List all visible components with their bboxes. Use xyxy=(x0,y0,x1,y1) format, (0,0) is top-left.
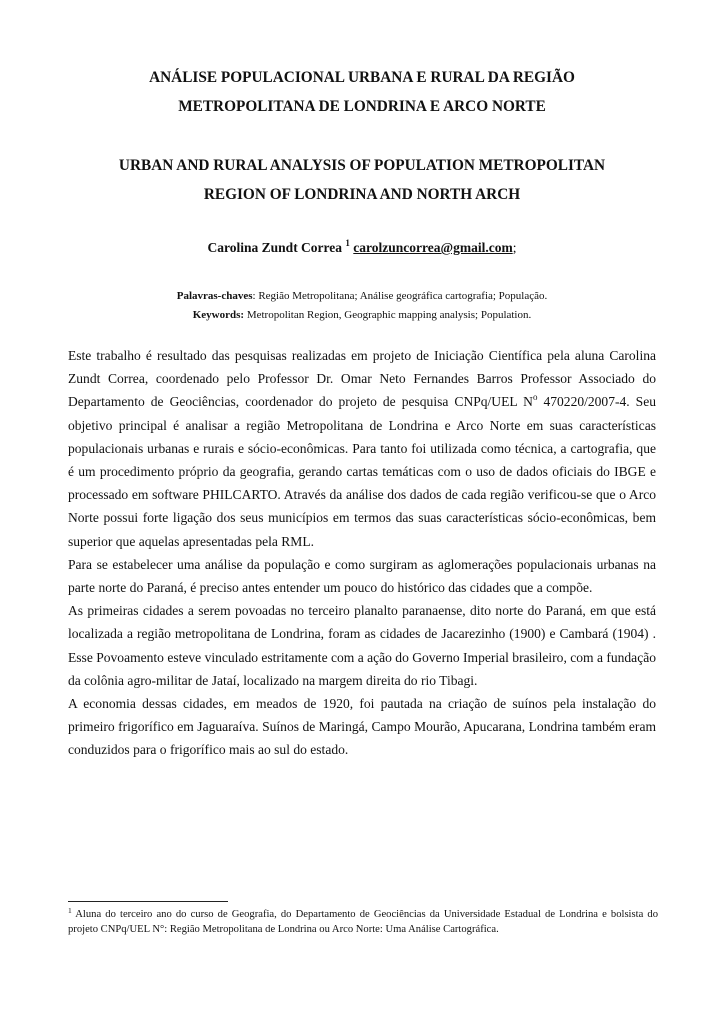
title-english-line-2: REGION OF LONDRINA AND NORTH ARCH xyxy=(203,186,521,203)
author-footnote-mark: 1 xyxy=(345,238,350,248)
author-name: Carolina Zundt Correa xyxy=(207,240,343,255)
keywords-english-text: Metropolitan Region, Geographic mapping analysis; Population. xyxy=(244,309,532,321)
keywords-portuguese-label: Palavras-chaves xyxy=(176,290,253,302)
keywords-portuguese-text: Região Metropolitana; Análise geográfica cartografia; População. xyxy=(258,290,548,302)
paragraph-1-part-a: Este trabalho é resultado das pesquisas realizadas em projeto de Iniciação Científica pela aluna Carolina Zundt Correa, coordenado pelo Professor Dr. Omar Neto Fernandes Barros Professor Associado do Departamento de Geociências, coordenador do projeto de pesquisa CNPq/UEL N xyxy=(68,348,656,410)
paragraph-1-part-b: 470220/2007-4. Seu objetivo principal é analisar a região Metropolitana de Londrina e Arco Norte em suas características populacionais urbanas e rurais e sócio-econômicas. Para tanto foi utilizada como técnica, a cartografia, que é um procedimento próprio da geografia, gerando cartas temáticas com o uso de dados oficiais do IBGE e processado em software PHILCARTO. Através da análise dos dados de cada região verificou-se que o Arco Norte possui forte ligação dos seus municípios em termos das suas características sócio-econômicas, bem superior que aquelas apresentadas pela RML. xyxy=(68,394,657,549)
body-text xyxy=(68,344,656,762)
footnote-mark: 1 xyxy=(68,906,72,915)
footnote xyxy=(68,907,658,937)
keywords-portuguese-separator: : xyxy=(252,290,259,302)
author-email-link[interactable]: carolzuncorrea@gmail.com xyxy=(353,240,513,255)
paragraph-4: A economia dessas cidades, em meados de 1920, foi pautada na criação de suínos pela instalação do primeiro frigorífico em Jaguaraíva. Suínos de Maringá, Campo Mourão, Apucarana, Londrina também eram conduzidos para o frigorífico mais ao sul do estado. xyxy=(68,696,656,758)
paragraph-1 xyxy=(68,344,656,553)
title-english-line-1: URBAN AND RURAL ANALYSIS OF POPULATION METROPOLITAN xyxy=(118,157,606,174)
keywords-english xyxy=(60,307,664,323)
paragraph-2: Para se estabelecer uma análise da população e como surgiram as aglomerações populacionais urbanas na parte norte do Paraná, é preciso antes entender um pouco do histórico das cidades que a compõe. xyxy=(68,556,656,596)
paragraph-3: As primeiras cidades a serem povoadas no terceiro planalto paranaense, dito norte do Paraná, em que está localizada a região metropolitana de Londrina, foram as cidades de Jacarezinho (1900) e Cambará (1904) . Esse Povoamento esteve vinculado estritamente com a ação do Governo Imperial brasileiro, com a fundação da colônia agro-militar de Jataí, localizado na margem direita do rio Tibagi. xyxy=(68,603,656,688)
title-portuguese xyxy=(60,63,664,121)
keywords-english-label: Keywords: xyxy=(192,309,245,321)
title-portuguese-line-1: ANÁLISE POPULACIONAL URBANA E RURAL DA REGIÃO xyxy=(149,69,575,86)
paragraph-1-superscript: o xyxy=(532,392,538,403)
author-email-suffix: ; xyxy=(512,240,517,255)
keywords-portuguese xyxy=(60,288,664,304)
title-english xyxy=(60,151,664,209)
title-portuguese-line-2: METROPOLITANA DE LONDRINA E ARCO NORTE xyxy=(178,98,546,115)
footnote-separator xyxy=(68,901,228,902)
author-line xyxy=(60,238,664,258)
footnote-text: Aluna do terceiro ano do curso de Geografia, do Departamento de Geociências da Universidade Estadual de Londrina e bolsista do projeto CNPq/UEL N°: Região Metropolitana de Londrina ou Arco Norte: Uma Análise Cartográfica. xyxy=(68,909,658,935)
